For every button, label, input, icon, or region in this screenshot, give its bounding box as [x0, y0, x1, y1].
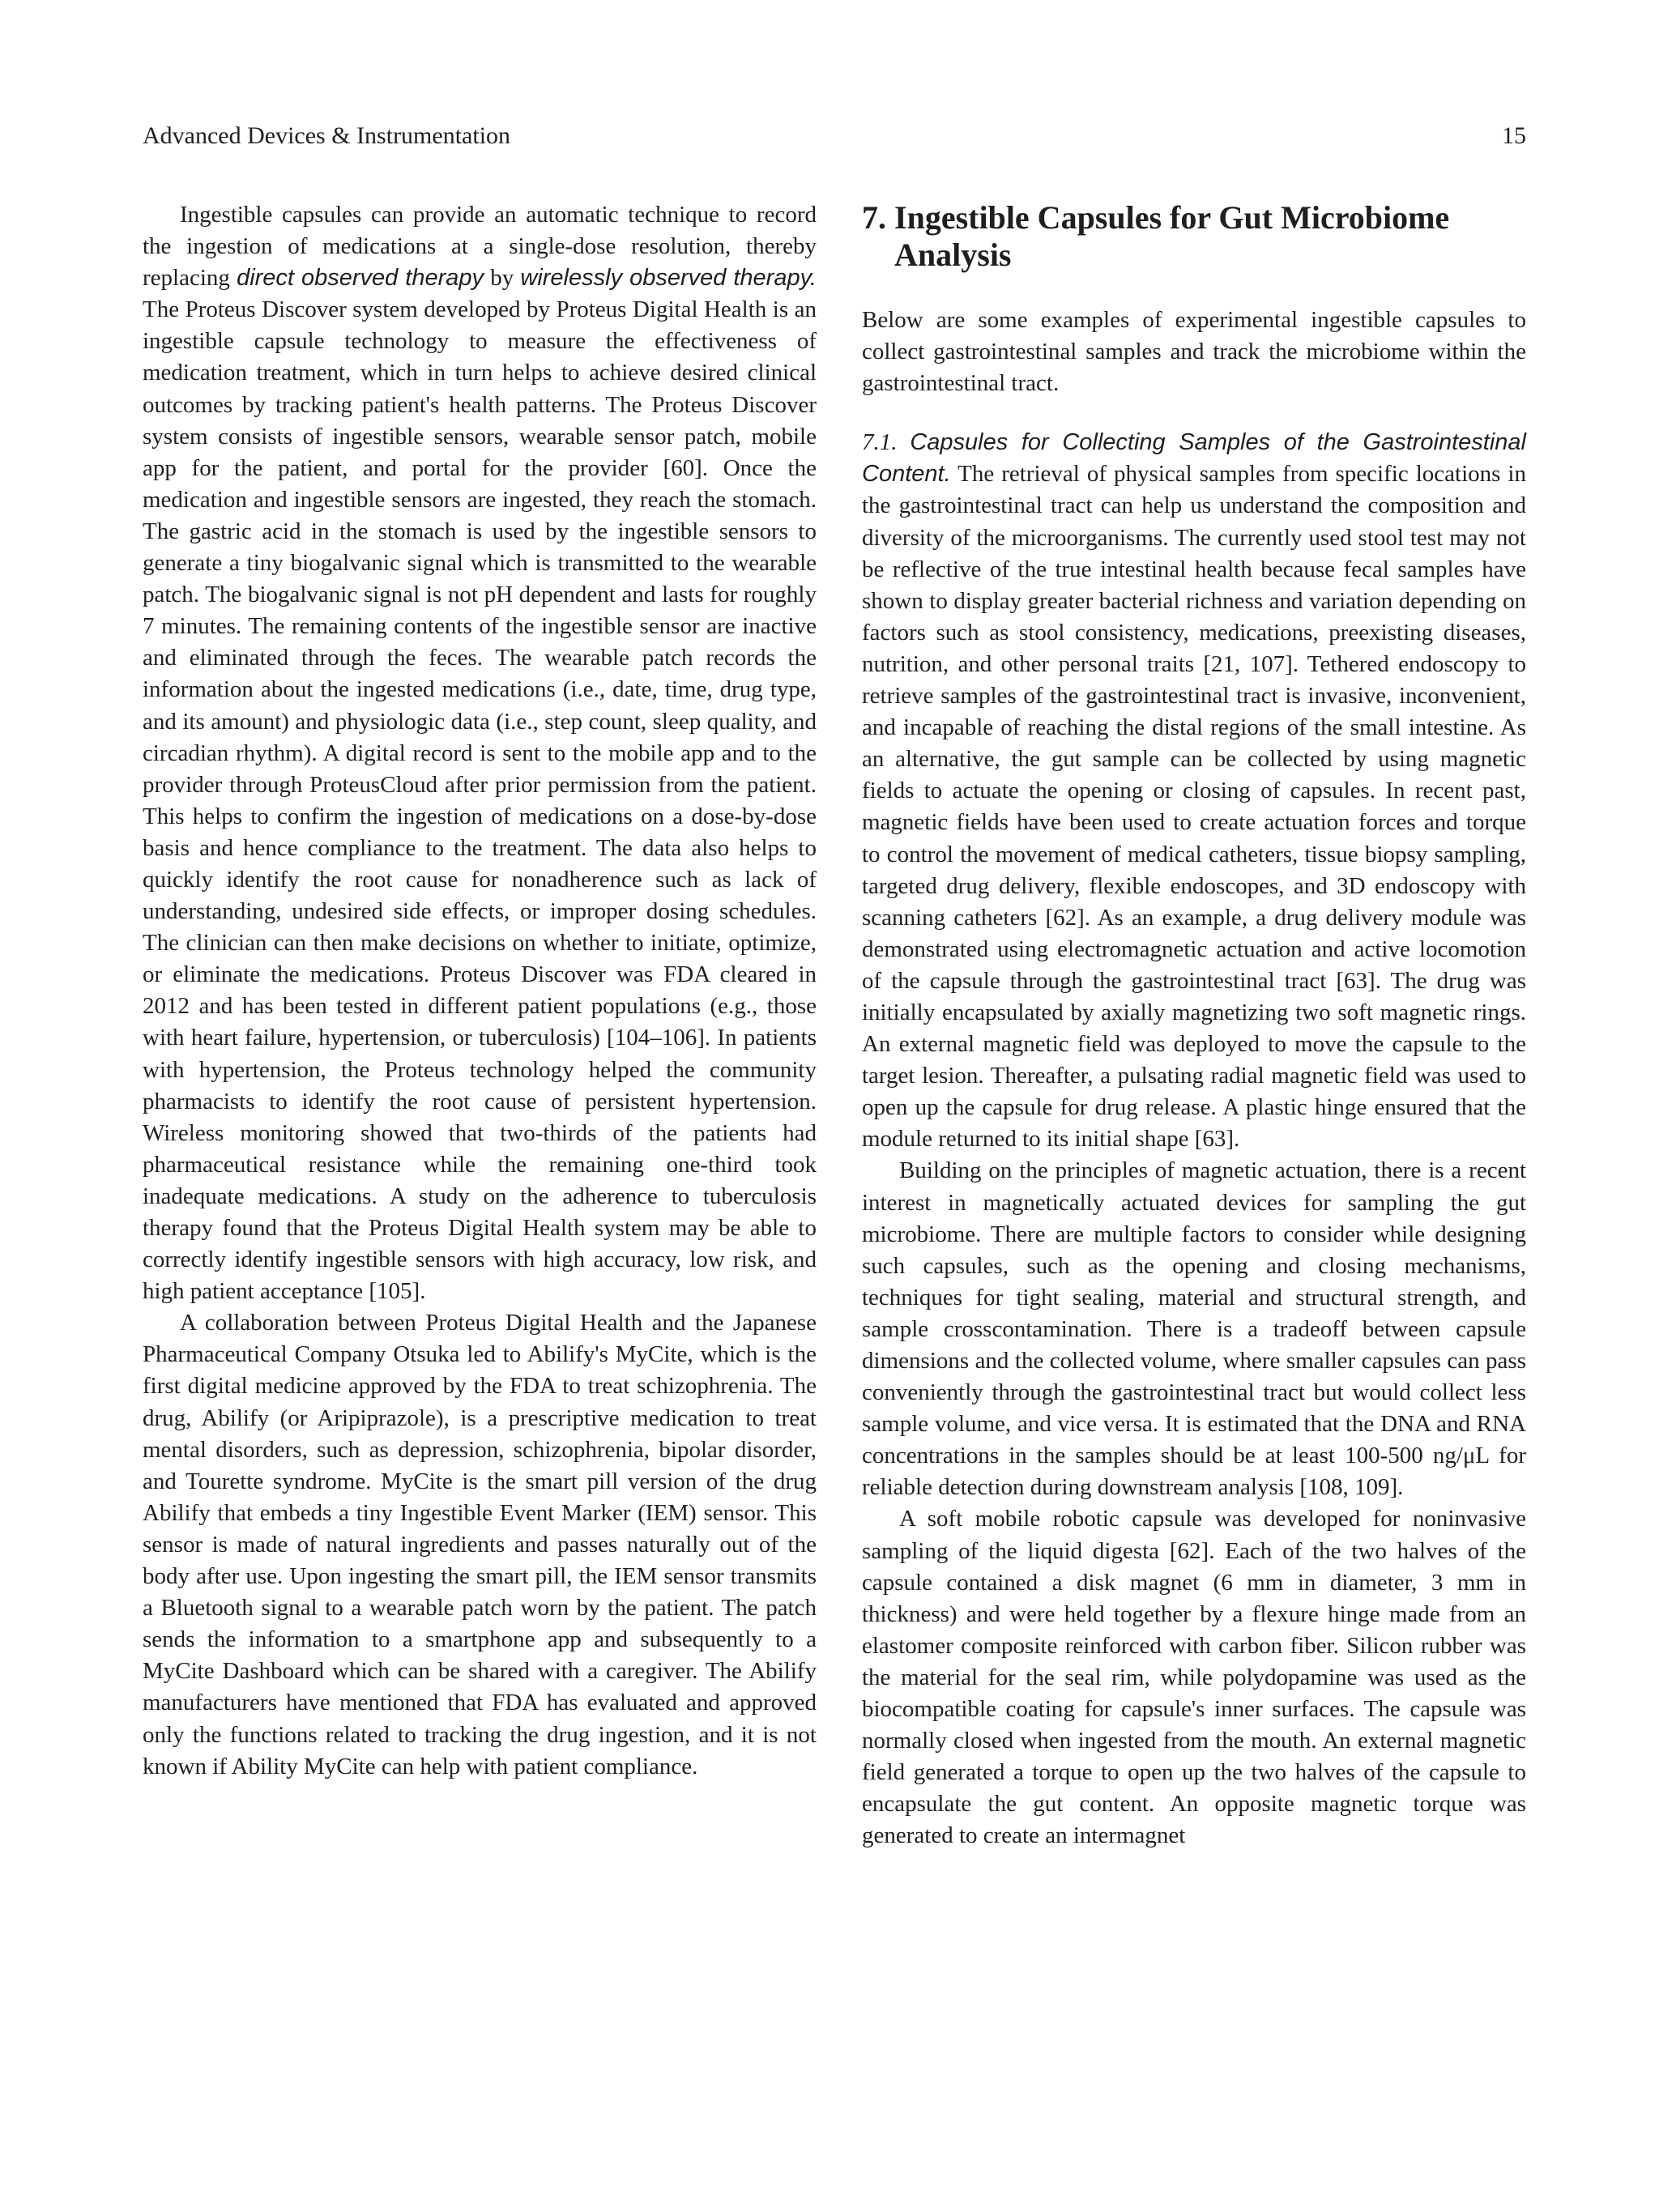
body-paragraph: Building on the principles of magnetic actuation, there is a recent interest in magnetically actuated devices for sampling the gut microbiome. There are multiple factors to consider while designing such capsules, such as the opening and closing mechanisms, techniques for tight sealing, material and structural strength, and sample crosscontamination. There is a tradeoff between capsule dimensions and the collected volume, where smaller capsules can pass conveniently through the gastrointestinal tract but would collect less sample volume, and vice versa. It is estimated that the DNA and RNA concentrations in the samples should be at least 100-500 ng/μL for reliable detection during downstream analysis [108, 109].	[862, 1157, 1526, 1501]
section-number: 7.	[862, 199, 886, 236]
body-paragraph	[862, 427, 1526, 1155]
left-column	[143, 199, 817, 1783]
emphasis-direct-observed-therapy: direct observed therapy	[237, 265, 484, 292]
subsection-number: 7.1.	[862, 429, 898, 456]
emphasis-wirelessly-observed-therapy: wirelessly observed therapy.	[520, 265, 817, 292]
paragraph-text: Ingestible capsules can provide an automatic technique to record the ingestion of medications at a single-dose resolution, thereby replacing	[143, 202, 817, 292]
journal-name: Advanced Devices & Instrumentation	[143, 122, 511, 149]
section-title: Ingestible Capsules for Gut Microbiome Analysis	[894, 199, 1450, 273]
paragraph-text: The Proteus Discover system developed by Proteus Digital Health is an ingestible capsule technology to measure the effectiveness of medication treatment, which in turn helps to achieve desired clinical outcomes by tracking patient's health patterns. The Proteus Discover system consists of ingestible sensors, wearable sensor patch, mobile app for the patient, and portal for the provider [60]. Once the medication and ingestible sensors are ingested, they reach the stomach. The gastric acid in the stomach is used by the ingestible sensors to generate a tiny biogalvanic signal which is transmitted to the wearable patch. The biogalvanic signal is not pH dependent and lasts for roughly 7 minutes. The remaining contents of the ingestible sensor are inactive and eliminated through the feces. The wearable patch records the information about the ingested medications (i.e., date, time, drug type, and its amount) and physiologic data (i.e., step count, sleep quality, and circadian rhythm). A digital record is sent to the mobile app and to the provider through ProteusCloud after prior permission from the patient. This helps to confirm the ingestion of medications on a dose-by-dose basis and hence compliance to the treatment. The data also helps to quickly identify the root cause for nonadherence such as lack of understanding, undesired side effects, or improper dosing schedules. The clinician can then make decisions on whether to initiate, optimize, or eliminate the medications. Proteus Discover was FDA cleared in 2012 and has been tested in different patient populations (e.g., those with heart failure, hypertension, or tuberculosis) [104–106]. In patients with hypertension, the Proteus technology helped the community pharmacists to identify the root cause of persistent hypertension. Wireless monitoring showed that two-thirds of the patients had pharmaceutical resistance while the remaining one-third took inadequate medications. A study on the adherence to tuberculosis therapy found that the Proteus Digital Health system may be able to correctly identify ingestible sensors with high accuracy, low risk, and high patient acceptance [105].	[143, 296, 817, 1305]
paragraph-text: by	[484, 265, 521, 292]
right-column	[862, 199, 1526, 1852]
body-paragraph: A collaboration between Proteus Digital Health and the Japanese Pharmaceutical Company Otsuka led to Abilify's MyCite, which is the first digital medicine approved by the FDA to treat schizophrenia. The drug, Abilify (or Aripiprazole), is a prescriptive medication to treat mental disorders, such as depression, schizophrenia, bipolar disorder, and Tourette syndrome. MyCite is the smart pill version of the drug Abilify that embeds a tiny Ingestible Event Marker (IEM) sensor. This sensor is made of natural ingredients and passes naturally out of the body after use. Upon ingesting the smart pill, the IEM sensor transmits a Bluetooth signal to a wearable patch worn by the patient. The patch sends the information to a smartphone app and subsequently to a MyCite Dashboard which can be shared with a caregiver. The Abilify manufacturers have mentioned that FDA has evaluated and approved only the functions related to tracking the drug ingestion, and it is not known if Ability MyCite can help with patient compliance.	[143, 1310, 817, 1779]
section-heading	[862, 199, 1526, 274]
subsection-title: Capsules for Collecting Samples of the Gastrointestinal Content.	[862, 429, 1526, 488]
body-paragraph: A soft mobile robotic capsule was developed for noninvasive sampling of the liquid digesta [62]. Each of the two halves of the capsule contained a disk magnet (6 mm in diameter, 3 mm in thickness) and were held together by a flexure hinge made from an elastomer composite reinforced with carbon fiber. Silicon rubber was the material for the seal rim, while polydopamine was used as the biocompatible coating for capsule's inner surfaces. The capsule was normally closed when ingested from the mouth. An external magnetic field generated a torque to open up the two halves of the capsule to encapsulate the gut content. An opposite magnetic torque was generated to create an intermagnet	[862, 1506, 1526, 1849]
page-number: 15	[1502, 122, 1526, 149]
paragraph-text: The retrieval of physical samples from specific locations in the gastrointestinal tract can help us understand the composition and diversity of the microorganisms. The currently used stool test may not be reflective of the true intestinal health because fecal samples have shown to display greater bacterial richness and variation depending on factors such as stool consistency, medications, preexisting diseases, nutrition, and other personal traits [21, 107]. Tethered endoscopy to retrieve samples of the gastrointestinal tract is invasive, inconvenient, and incapable of reaching the distal regions of the small intestine. As an alternative, the gut sample can be collected by using magnetic fields to actuate the opening or closing of capsules. In recent past, magnetic fields have been used to create actuation forces and torque to control the movement of medical catheters, tissue biopsy sampling, targeted drug delivery, flexible endoscopes, and 3D endoscopy with scanning catheters [62]. As an example, a drug delivery module was demonstrated using electromagnetic actuation and active locomotion of the capsule through the gastrointestinal tract [63]. The drug was initially encapsulated by axially magnetizing two soft magnetic rings. An external magnetic field was deployed to move the capsule to the target lesion. Thereafter, a pulsating radial magnetic field was used to open up the capsule for drug release. A plastic hinge ensured that the module returned to its initial shape [63].	[862, 461, 1526, 1153]
section-intro: Below are some examples of experimental ingestible capsules to collect gastrointestinal samples and track the microbiome within the gastrointestinal tract.	[862, 307, 1526, 397]
body-paragraph	[143, 199, 817, 1307]
